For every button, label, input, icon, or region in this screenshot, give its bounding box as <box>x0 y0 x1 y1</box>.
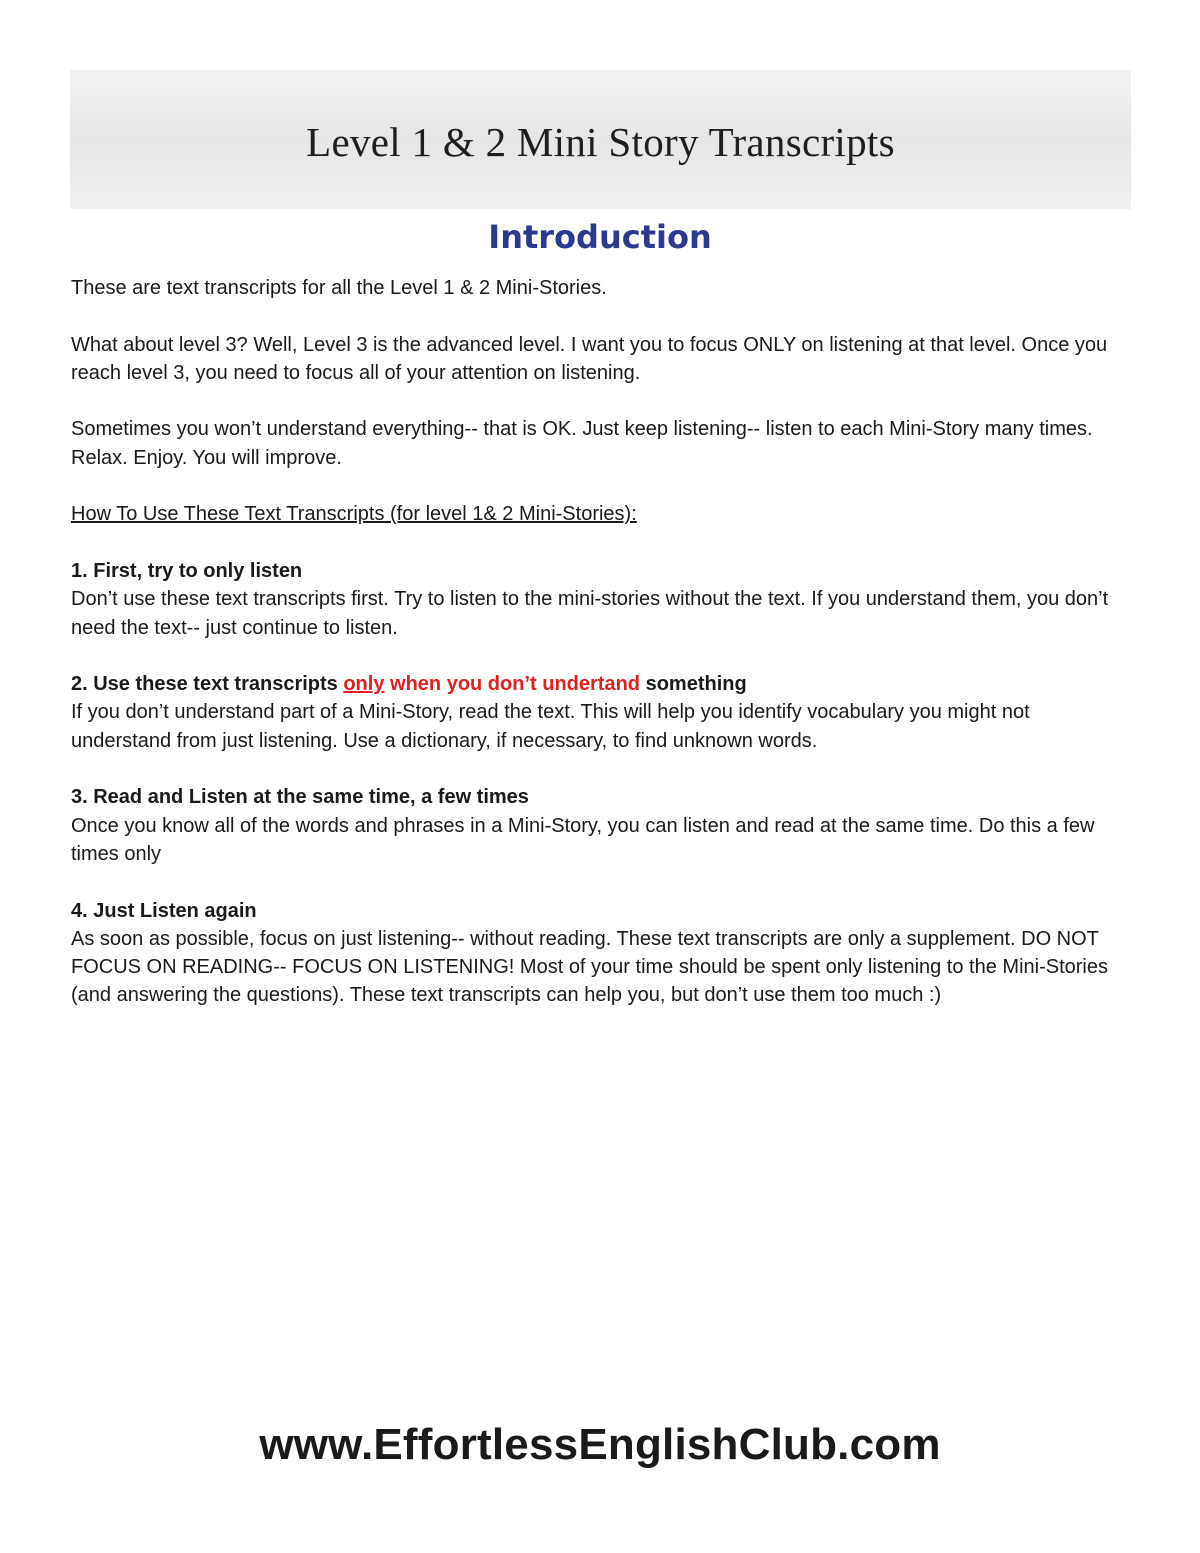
document-title: Level 1 & 2 Mini Story Transcripts <box>306 118 895 165</box>
step-1-body: Don’t use these text transcripts first. Try to listen to the mini-stories without the text. If you understand them, you don’t need the text-- just continue to listen. <box>71 588 1109 639</box>
encouragement-paragraph: Sometimes you won’t understand everything-- that is OK. Just keep listening-- listen to each Mini-Story many times. Relax. Enjoy. You will improve. <box>71 418 1093 469</box>
step-3-title: 3. Read and Listen at the same time, a few times <box>71 786 529 809</box>
step-2 <box>71 670 1133 755</box>
how-to-subheading: How To Use These Text Transcripts (for level 1& 2 Mini-Stories): <box>71 503 637 526</box>
title-banner <box>70 70 1131 209</box>
step-2-title <box>71 670 1133 698</box>
step-2-title-part2: something <box>640 673 747 696</box>
step-2-body: If you don’t understand part of a Mini-Story, read the text. This will help you identify vocabulary you might not understand from just listening. Use a dictionary, if necessary, to find unknown words. <box>71 701 1030 752</box>
introduction-heading: Introduction <box>488 218 712 256</box>
step-2-red-emphasis: when you don’t undertand <box>384 673 641 696</box>
step-4-title: 4. Just Listen again <box>71 899 257 922</box>
step-2-title-part1: 2. Use these text transcripts <box>71 673 344 696</box>
footer-website-url: www.EffortlessEnglishClub.com <box>259 1420 941 1469</box>
step-1-title: 1. First, try to only listen <box>71 559 303 582</box>
step-4-body: As soon as possible, focus on just listening-- without reading. These text transcripts are only a supplement. DO NOT FOCUS ON READING-- FOCUS ON LISTENING! Most of your time should be spent only listening to the Mini-Stories (and answering the questions). These text transcripts can help you, but don’t use them too much :) <box>71 927 1108 1007</box>
document-body <box>71 274 1133 1038</box>
step-2-only-emphasis: only <box>343 673 385 696</box>
step-3 <box>71 783 1133 868</box>
step-3-body: Once you know all of the words and phrases in a Mini-Story, you can listen and read at the same time. Do this a few times only <box>71 814 1095 865</box>
intro-paragraph: These are text transcripts for all the Level 1 & 2 Mini-Stories. <box>71 277 607 299</box>
step-4 <box>71 897 1133 1010</box>
step-1 <box>71 557 1133 642</box>
level-3-paragraph: What about level 3? Well, Level 3 is the advanced level. I want you to focus ONLY on listening at that level. Once you reach level 3, you need to focus all of your attention on listening. <box>71 333 1108 384</box>
